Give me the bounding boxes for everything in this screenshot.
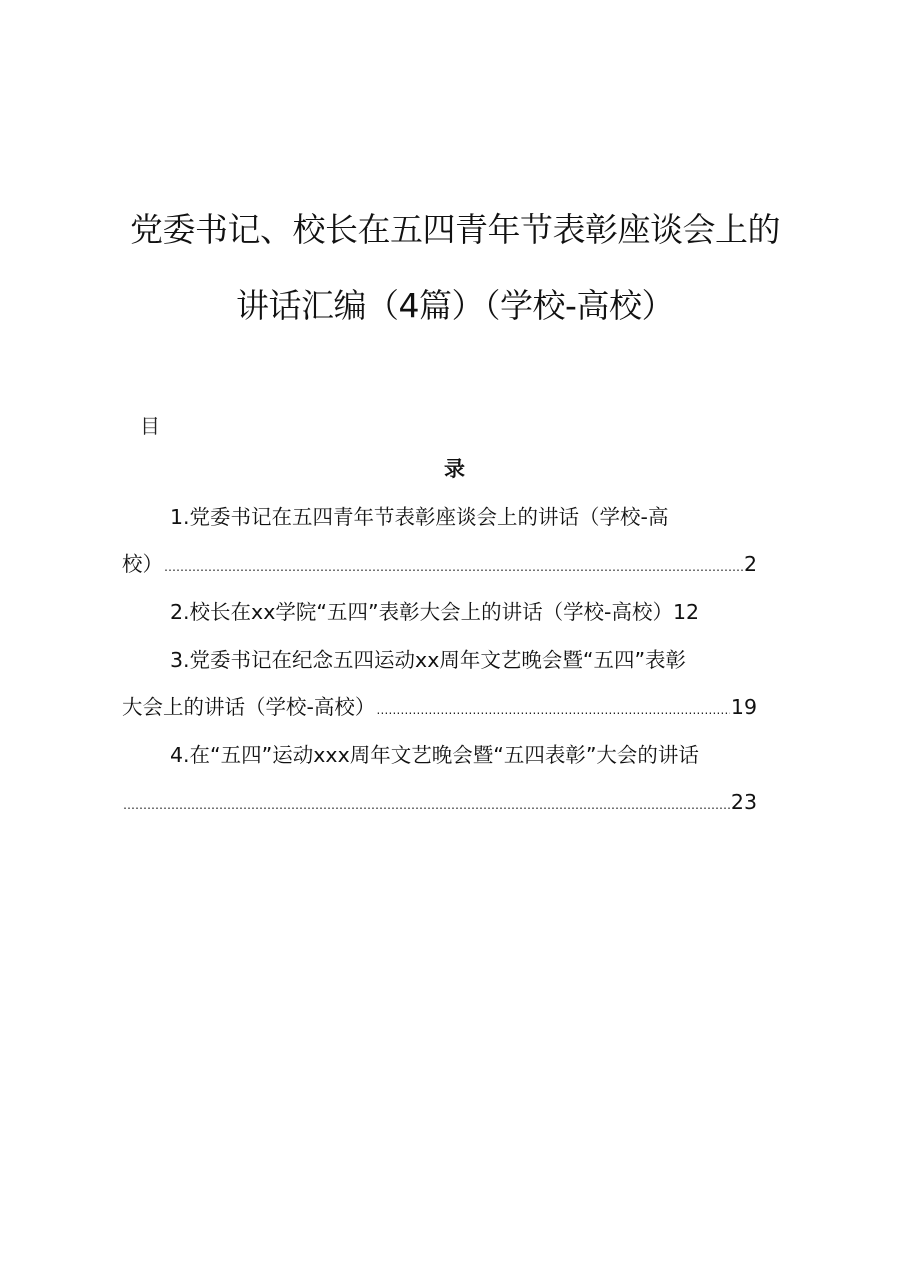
document-title-line-2: 讲话汇编（4篇）（学校-高校） — [236, 286, 674, 325]
toc-entry-3-page: 19 — [730, 695, 757, 719]
toc-leader-dots — [376, 695, 730, 725]
toc-entry-1-line-1: 1.党委书记在五四青年节表彰座谈会上的讲话（学校-高 — [170, 505, 669, 529]
toc-entry-2-text: 2.校长在xx学院“五四”表彰大会上的讲话（学校-高校） — [170, 600, 673, 624]
toc-entry-1-text-end: 校） — [122, 552, 163, 576]
toc-entry-3-text-end: 大会上的讲话（学校-高校） — [122, 695, 376, 719]
toc-leader-dots — [123, 790, 730, 820]
toc-entry-1-line-2 — [122, 549, 757, 582]
toc-entry-4-line-1: 4.在“五四”运动xxx周年文艺晚会暨“五四表彰”大会的讲话 — [170, 743, 699, 767]
toc-entry-2-page: 12 — [672, 600, 700, 624]
toc-entry-4-line-2 — [122, 787, 757, 820]
document-title-line-1: 党委书记、校长在五四青年节表彰座谈会上的 — [130, 210, 780, 249]
toc-entry-3-line-2 — [122, 692, 757, 725]
toc-heading-part-2: 录 — [444, 457, 465, 481]
toc-entry-3-line-1: 3.党委书记在纪念五四运动xx周年文艺晚会暨“五四”表彰 — [170, 648, 687, 672]
toc-entry-4-page: 23 — [730, 790, 757, 814]
toc-leader-dots — [164, 552, 743, 582]
toc-entry-1-page: 2 — [743, 552, 757, 576]
toc-heading-part-1: 目 — [140, 414, 160, 438]
toc-entry-2 — [170, 597, 699, 627]
